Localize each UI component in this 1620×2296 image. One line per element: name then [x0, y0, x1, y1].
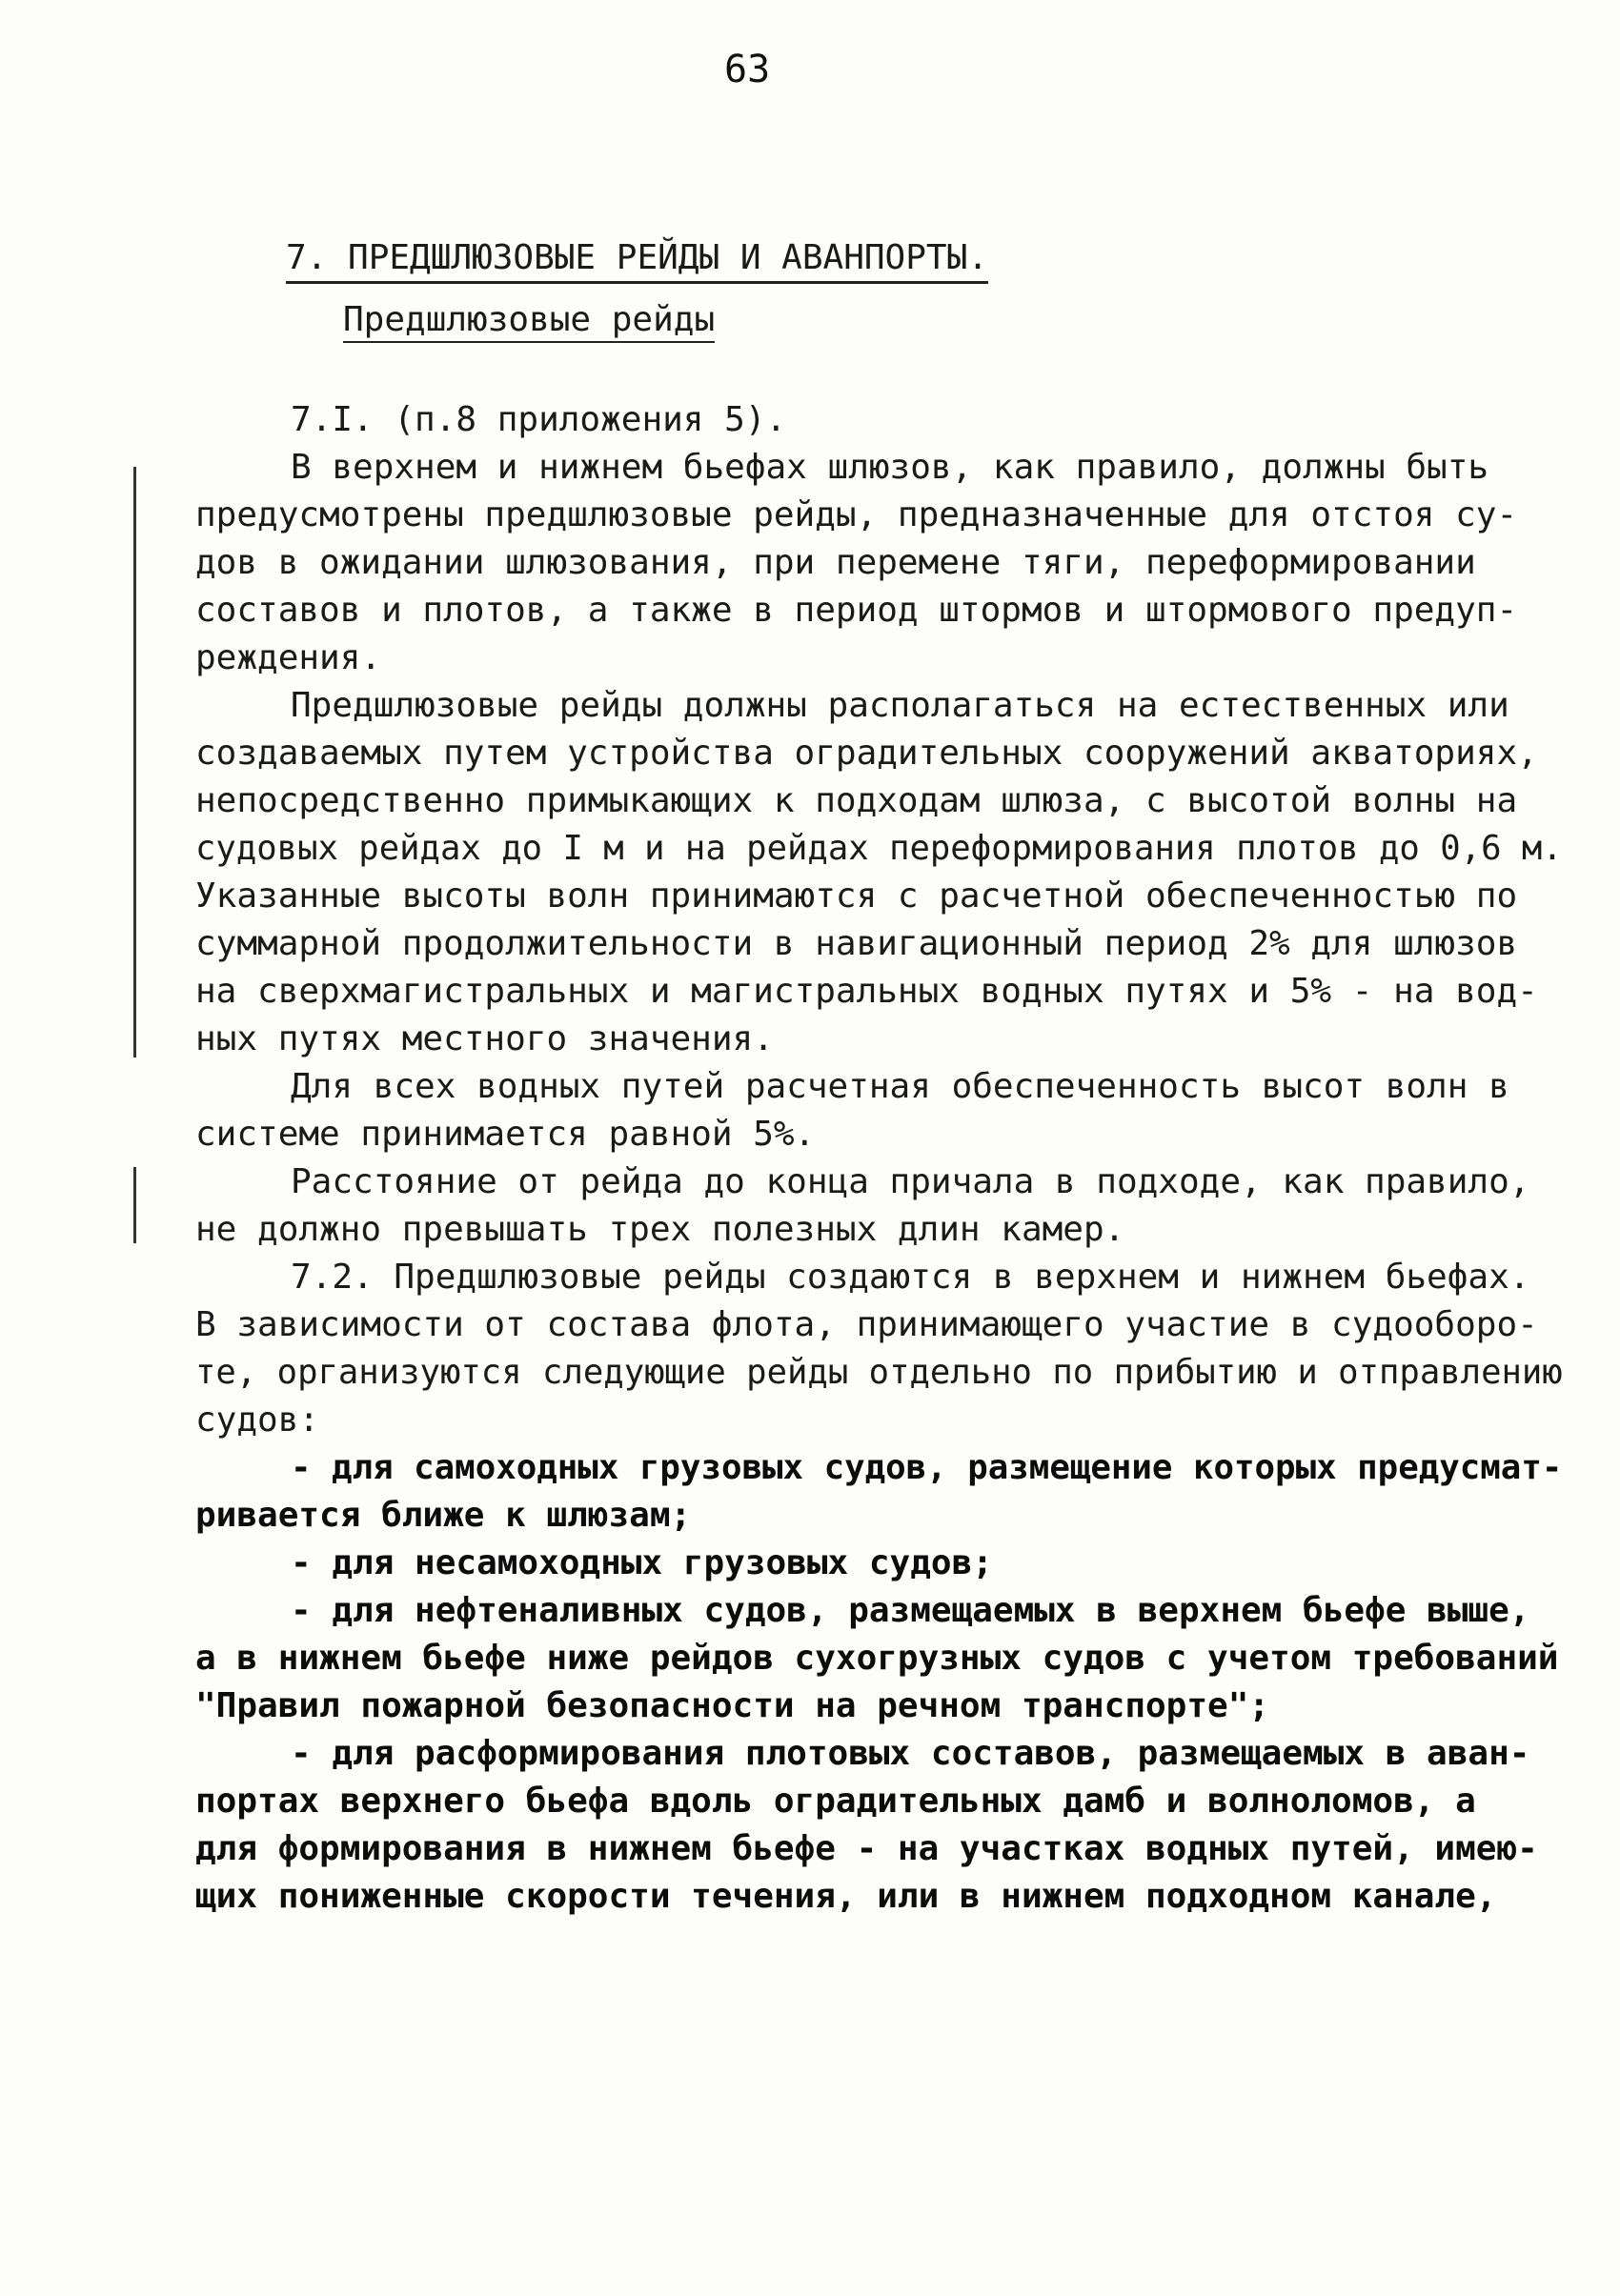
text-line: портах верхнего бьефа вдоль оградительных дамб и волноломов, а	[195, 1782, 1476, 1821]
text-line: В зависимости от состава флота, принимающего участие в судооборо-	[195, 1305, 1538, 1344]
text-line: судовых рейдах до I м и на рейдах переформирования плотов до 0,6 м.	[195, 829, 1563, 868]
text-line: не должно превышать трех полезных длин камер.	[195, 1210, 1125, 1249]
text-line: Расстояние от рейда до конца причала в подходе, как правило,	[291, 1162, 1530, 1201]
text-line: щих пониженные скорости течения, или в нижнем подходном канале,	[195, 1877, 1497, 1916]
text-line: судов:	[195, 1400, 320, 1440]
text-line: дов в ожидании шлюзования, при перемене тяги, переформировании	[195, 543, 1476, 582]
page-number: 63	[724, 48, 771, 91]
text-line: "Правил пожарной безопасности на речном транспорте";	[195, 1686, 1270, 1725]
text-line: составов и плотов, а также в период штормов и штормового предуп-	[195, 591, 1518, 630]
text-line: - для самоходных грузовых судов, размещение которых предусмат-	[291, 1448, 1563, 1487]
text-line: ривается ближе к шлюзам;	[195, 1496, 692, 1535]
subsection-heading	[343, 300, 715, 343]
text-line: а в нижнем бьефе ниже рейдов сухогрузных судов с учетом требований	[195, 1639, 1559, 1678]
text-line: предусмотрены предшлюзовые рейды, предназначенные для отстоя су-	[195, 495, 1518, 534]
text-line: Указанные высоты волн принимаются с расчетной обеспеченностью по	[195, 876, 1518, 916]
text-line: системе принимается равной 5%.	[195, 1115, 816, 1154]
text-line: 7.2. Предшлюзовые рейды создаются в верхнем и нижнем бьефах.	[291, 1258, 1530, 1297]
text-line: 7.I. (п.8 приложения 5).	[291, 400, 787, 439]
text-line: В верхнем и нижнем бьефах шлюзов, как правило, должны быть	[291, 448, 1489, 487]
margin-change-bar	[133, 1167, 136, 1243]
text-line: суммарной продолжительности в навигационный период 2% для шлюзов	[195, 924, 1518, 963]
text-line: Предшлюзовые рейды должны располагаться на естественных или	[291, 686, 1509, 725]
text-line: - для несамоходных грузовых судов;	[291, 1543, 993, 1582]
text-line: ных путях местного значения.	[195, 1019, 774, 1058]
margin-change-bar	[133, 467, 136, 1057]
text-line: - для расформирования плотовых составов, размещаемых в аван-	[291, 1734, 1530, 1773]
text-line: те, организуются следующие рейды отдельно по прибытию и отправлению	[195, 1353, 1563, 1392]
text-line: непосредственно примыкающих к подходам шлюза, с высотой волны на	[195, 781, 1518, 820]
text-line: на сверхмагистральных и магистральных водных путях и 5% - на вод-	[195, 972, 1538, 1011]
text-line: Для всех водных путей расчетная обеспеченность высот волн в	[291, 1067, 1509, 1106]
text-line: реждения.	[195, 638, 382, 677]
text-line: для формирования в нижнем бьефе - на участках водных путей, имею-	[195, 1829, 1538, 1868]
text-line: - для нефтеналивных судов, размещаемых в верхнем бьефе выше,	[291, 1591, 1530, 1630]
text-line: создаваемых путем устройства оградительных сооружений акваториях,	[195, 734, 1538, 773]
section-heading	[286, 238, 988, 284]
subsection-heading-text: Предшлюзовые рейды	[343, 300, 715, 343]
section-heading-text: 7. ПРЕДШЛЮЗОВЫЕ РЕЙДЫ И АВАНПОРТЫ.	[286, 238, 988, 284]
